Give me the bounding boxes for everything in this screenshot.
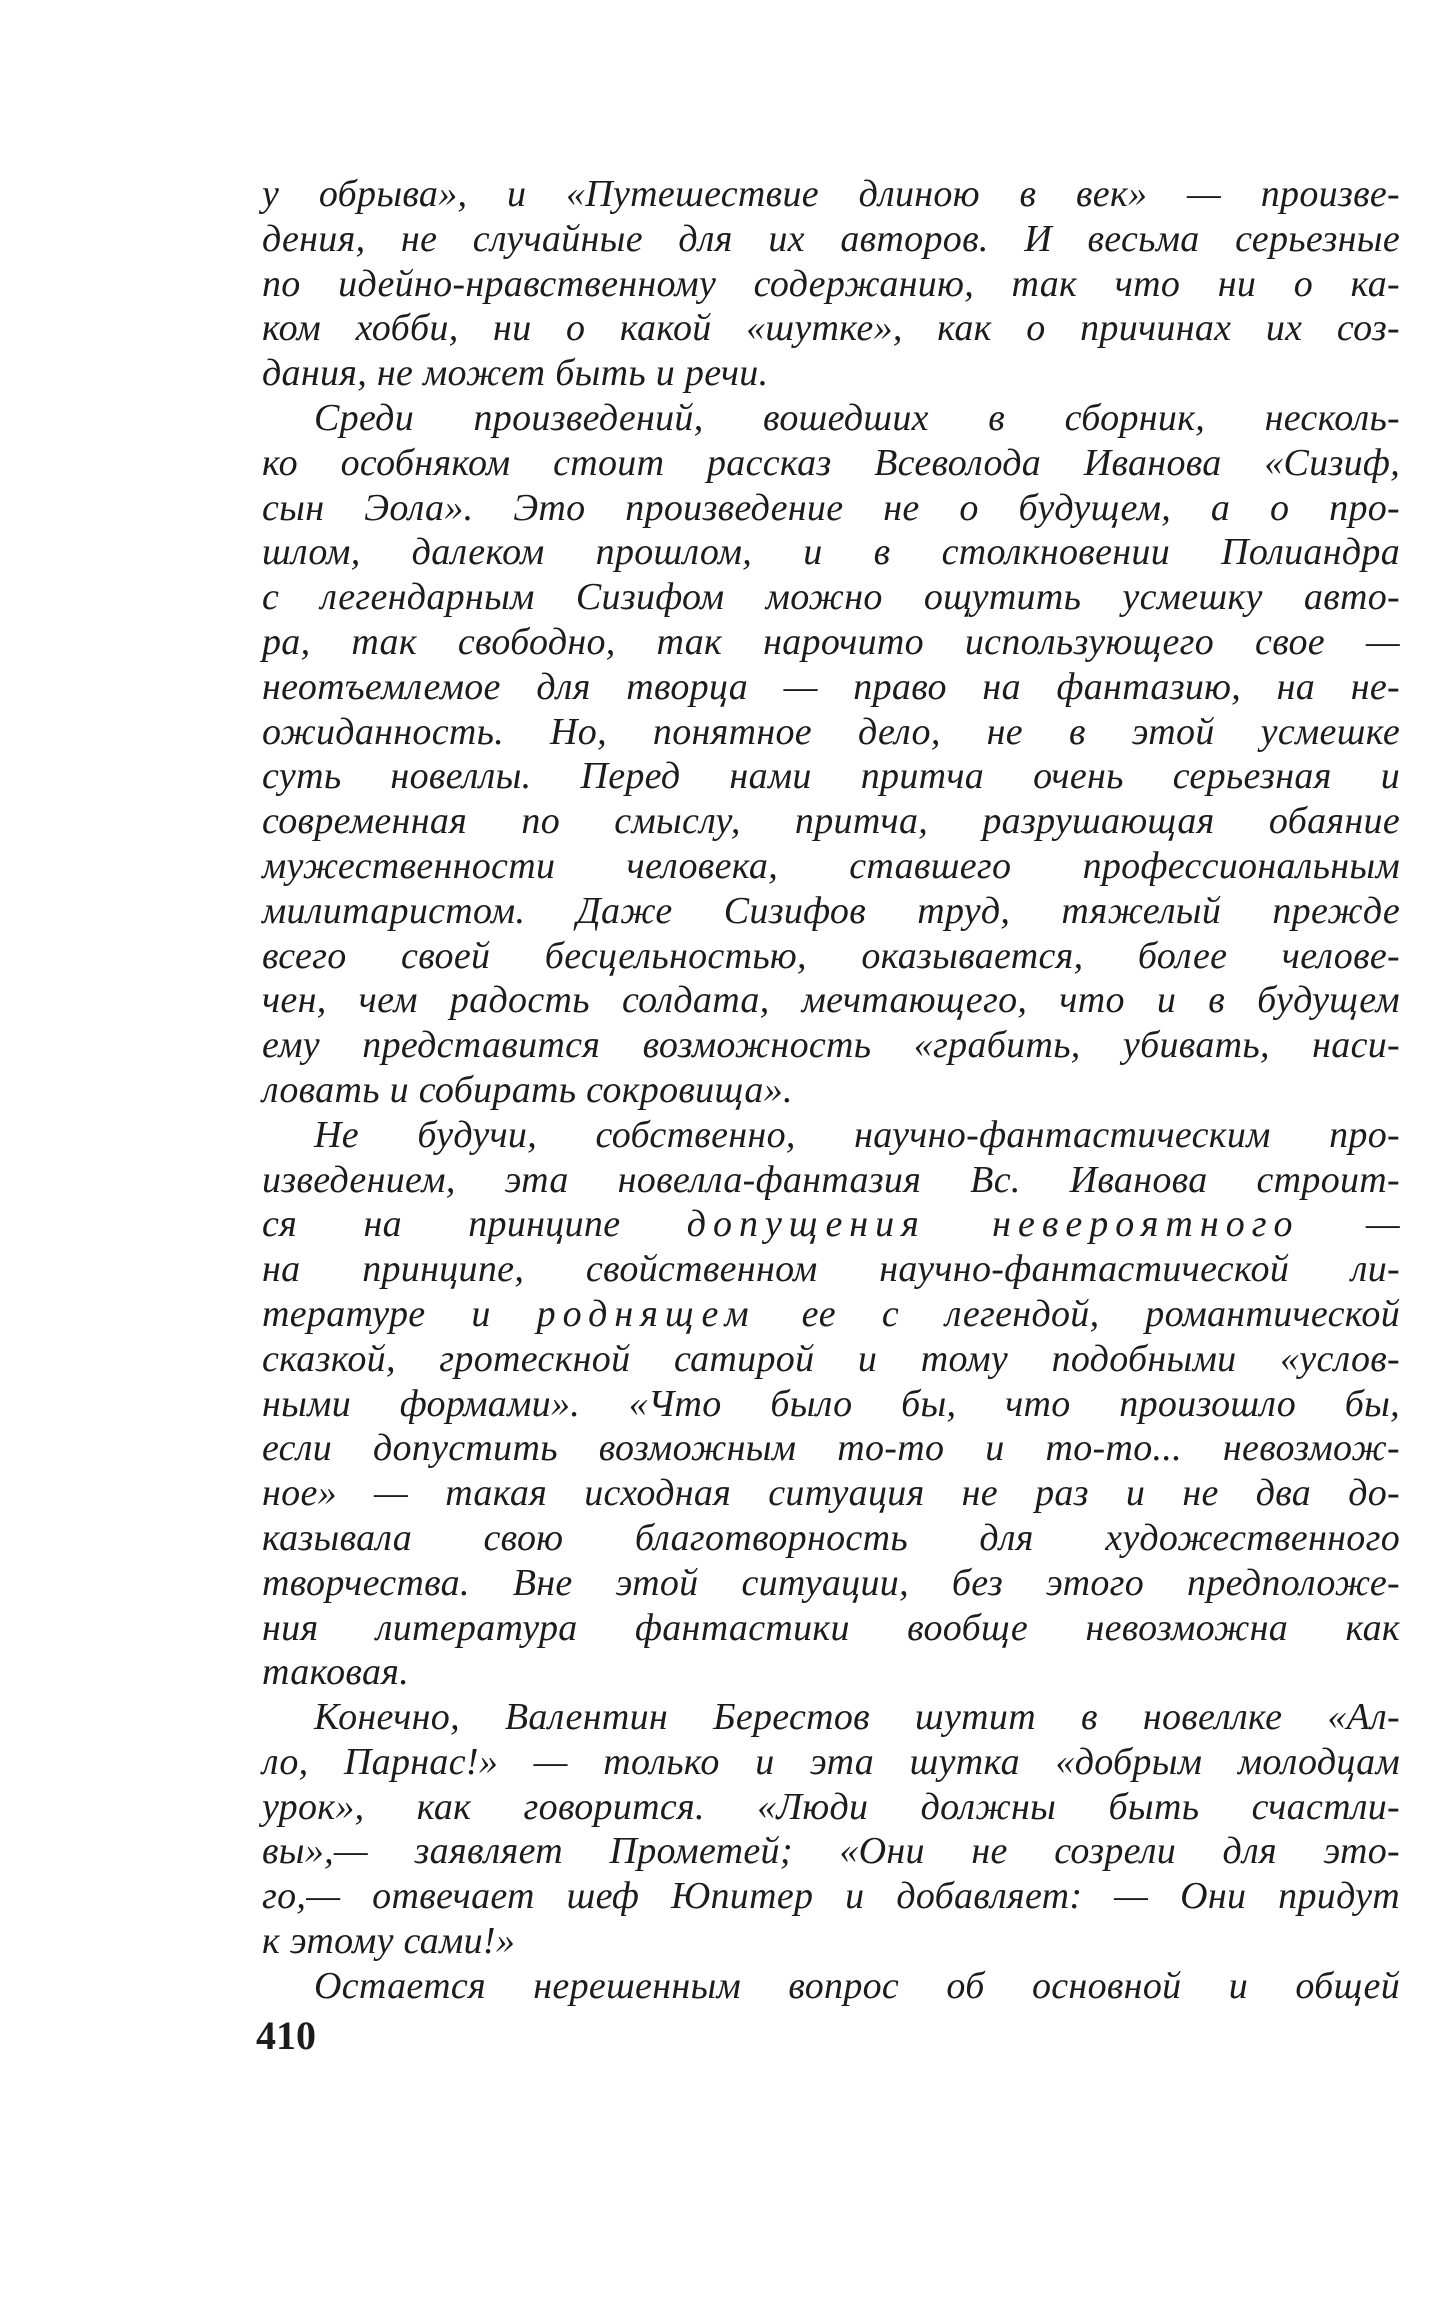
- text-line: шлом, далеком прошлом, и в столкновении Полиандра: [262, 531, 1400, 574]
- text-line: всего своей бесцельностью, оказывается, более челове-: [262, 934, 1400, 977]
- spaced-emphasis: допущения: [686, 1203, 926, 1246]
- text-line: Не будучи, собственно, научно-фантастическим про-: [314, 1113, 1400, 1156]
- text-line: ловать и собирать сокровища».: [262, 1068, 793, 1111]
- text-line: на принципе, свойственном научно-фантастической ли-: [262, 1248, 1400, 1291]
- text-line: изведением, эта новелла-фантазия Вс. Иванова строит-: [262, 1158, 1400, 1201]
- text-line: Среди произведений, вошедших в сборник, несколь-: [314, 396, 1400, 439]
- text-line: по идейно-нравственному содержанию, так что ни о ка-: [262, 262, 1400, 305]
- text-line: ло, Парнас!» — только и эта шутка «добрым молодцам: [262, 1740, 1400, 1783]
- text-line: неотъемлемое для творца — право на фантазию, на не-: [262, 665, 1400, 708]
- text-line: го,— отвечает шеф Юпитер и добавляет: — Они придут: [262, 1875, 1400, 1918]
- text-line: чен, чем радость солдата, мечтающего, что и в будущем: [262, 979, 1400, 1022]
- page-number: 410: [256, 2013, 316, 2058]
- text-line: Конечно, Валентин Берестов шутит в новеллке «Ал-: [314, 1696, 1400, 1739]
- text-line: казывала свою благотворность для художественного: [262, 1516, 1400, 1559]
- text-line: с легендарным Сизифом можно ощутить усмешку авто-: [262, 576, 1400, 619]
- text-line: ему представится возможность «грабить, убивать, наси-: [262, 1024, 1400, 1067]
- text-line: дения, не случайные для их авторов. И весьма серьезные: [262, 217, 1400, 260]
- text-segment: тературе и: [262, 1292, 491, 1335]
- spaced-emphasis: невероятного: [992, 1203, 1300, 1246]
- text-line: суть новеллы. Перед нами притча очень серьезная и: [262, 755, 1400, 798]
- text-line: современная по смыслу, притча, разрушающая обаяние: [262, 800, 1400, 843]
- text-line: мужественности человека, ставшего профессиональным: [262, 844, 1400, 887]
- text-line: ко особняком стоит рассказ Всеволода Иванова «Сизиф,: [262, 441, 1400, 484]
- text-line: у обрыва», и «Путешествие длиною в век» — произве-: [262, 173, 1400, 215]
- spaced-emphasis: роднящем: [536, 1292, 756, 1335]
- text-line: ными формами». «Что было бы, что произошло бы,: [262, 1382, 1400, 1425]
- text-segment: ее с легендой, романтической: [801, 1292, 1400, 1335]
- text-segment: —: [1365, 1203, 1400, 1246]
- text-line: милитаристом. Даже Сизифов труд, тяжелый прежде: [262, 889, 1400, 932]
- text-line: дания, не может быть и речи.: [262, 352, 769, 395]
- text-line: ра, так свободно, так нарочито использующего свое —: [262, 620, 1400, 663]
- text-line: сказкой, гротескной сатирой и тому подобными «услов-: [262, 1337, 1400, 1380]
- text-line: ное» — такая исходная ситуация не раз и не два до-: [262, 1472, 1400, 1515]
- text-line: таковая.: [262, 1651, 410, 1694]
- text-line: ком хобби, ни о какой «шутке», как о причинах их соз-: [262, 307, 1400, 350]
- text-segment: ся на принципе: [262, 1203, 621, 1246]
- text-line: урок», как говорится. «Люди должны быть счастли-: [262, 1785, 1400, 1828]
- text-line: Остается нерешенным вопрос об основной и общей: [314, 1964, 1400, 2007]
- text-line: творчества. Вне этой ситуации, без этого предположе-: [262, 1561, 1400, 1604]
- text-line-with-spaced-words: [262, 1202, 1400, 1247]
- text-line: к этому сами!»: [262, 1920, 516, 1963]
- text-line: ния литература фантастики вообще невозможна как: [262, 1606, 1400, 1649]
- text-line: вы»,— заявляет Прометей; «Они не созрели для это-: [262, 1830, 1400, 1873]
- text-line: сын Эола». Это произведение не о будущем, а о про-: [262, 486, 1400, 529]
- text-line-with-spaced-words: [262, 1292, 1400, 1337]
- body-text: [262, 172, 1400, 2009]
- text-line: если допустить возможным то-то и то-то... невозмож-: [262, 1427, 1400, 1470]
- text-line: ожиданность. Но, понятное дело, не в этой усмешке: [262, 710, 1400, 753]
